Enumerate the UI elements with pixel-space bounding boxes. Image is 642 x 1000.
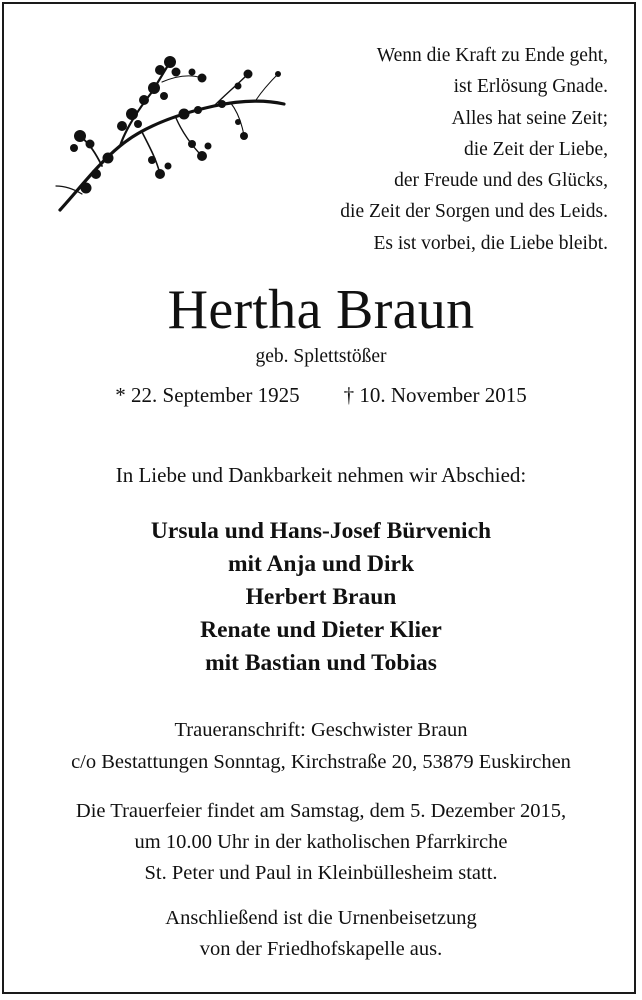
mourner-line: Herbert Braun <box>245 584 397 610</box>
poem-line: ist Erlösung Gnade. <box>453 76 608 98</box>
poem <box>248 40 608 259</box>
death-date: † 10. November 2015 <box>343 383 527 407</box>
mourners-list <box>0 515 642 680</box>
poem-line: Wenn die Kraft zu Ende geht, <box>376 45 608 66</box>
birth-date: * 22. September 1925 <box>115 383 300 407</box>
poem-line: der Freude und des Glücks, <box>394 170 608 192</box>
deceased-name: Hertha Braun <box>167 279 475 341</box>
mourning-address <box>0 714 642 778</box>
mourner-line: mit Bastian und Tobias <box>205 650 437 676</box>
burial-line: Anschließend ist die Urnenbeisetzung <box>165 907 477 929</box>
poem-line: Alles hat seine Zeit; <box>451 107 608 129</box>
poem-line: die Zeit der Liebe, <box>463 138 608 160</box>
mourner-line: Renate und Dieter Klier <box>200 617 442 643</box>
maiden-name: geb. Splettstößer <box>255 346 387 367</box>
farewell-line: In Liebe und Dankbarkeit nehmen wir Abschied: <box>115 463 527 487</box>
mourner-line: mit Anja und Dirk <box>227 551 415 577</box>
funeral-service-info <box>0 796 642 889</box>
address-line: c/o Bestattungen Sonntag, Kirchstraße 20, 53879 Euskirchen <box>71 751 571 773</box>
service-line: St. Peter und Paul in Kleinbüllesheim statt. <box>144 862 498 884</box>
poem-line: Es ist vorbei, die Liebe bleibt. <box>373 232 608 254</box>
address-line: Traueranschrift: Geschwister Braun <box>174 719 468 741</box>
service-line: um 10.00 Uhr in der katholischen Pfarrkirche <box>134 831 508 853</box>
burial-line: von der Friedhofskapelle aus. <box>199 938 443 960</box>
urn-burial-info <box>0 903 642 965</box>
life-dates <box>0 383 642 408</box>
poem-line: die Zeit der Sorgen und des Leids. <box>340 201 608 223</box>
mourner-line: Ursula und Hans-Josef Bürvenich <box>150 518 492 544</box>
service-line: Die Trauerfeier findet am Samstag, dem 5. Dezember 2015, <box>75 800 567 822</box>
